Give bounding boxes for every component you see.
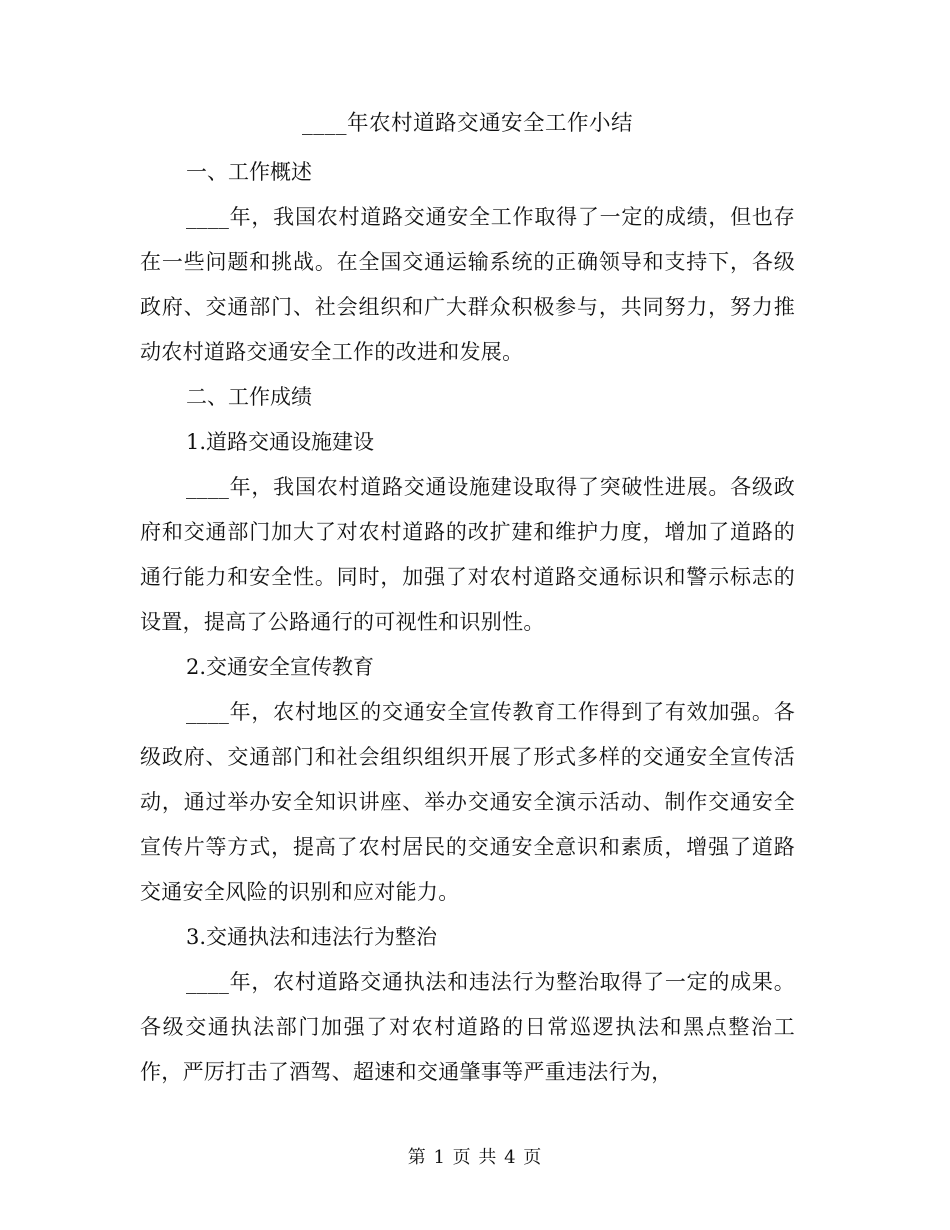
subheading-law-enforcement: 3.交通执法和违法行为整治 [186,925,438,949]
document-title: ____年农村道路交通安全工作小结 [301,111,633,136]
page-number-footer: 第 1 页 共 4 页 [407,1147,543,1168]
section-heading-overview: 一、工作概述 [186,160,312,184]
subheading-safety-education: 2.交通安全宣传教育 [186,655,375,679]
paragraph-law-enforcement: ____年，农村道路交通执法和违法行为整治取得了一定的成果。各级交通执法部门加强了对农村道路的日常巡逻执法和黑点整治工作，严厉打击了酒驾、超速和交通肇事等严重违法行为， [140,970,795,1084]
paragraph-safety-education: ____年，农村地区的交通安全宣传教育工作得到了有效加强。各级政府、交通部门和社会组织组织开展了形式多样的交通安全宣传活动，通过举办安全知识讲座、举办交通安全演示活动、制作交通安全宣传片等方式，提高了农村居民的交通安全意识和素质，增强了道路交通安全风险的识别和应对能力。 [140,700,795,904]
section-heading-achievements: 二、工作成绩 [186,385,312,409]
paragraph-infrastructure: ____年，我国农村道路交通设施建设取得了突破性进展。各级政府和交通部门加大了对农村道路的改扩建和维护力度，增加了道路的通行能力和安全性。同时，加强了对农村道路交通标识和警示标志的设置，提高了公路通行的可视性和识别性。 [140,475,795,634]
paragraph-overview: ____年，我国农村道路交通安全工作取得了一定的成绩，但也存在一些问题和挑战。在全国交通运输系统的正确领导和支持下，各级政府、交通部门、社会组织和广大群众积极参与，共同努力，努力推动农村道路交通安全工作的改进和发展。 [140,205,795,364]
subheading-infrastructure: 1.道路交通设施建设 [186,430,375,454]
document-body [140,104,795,1095]
